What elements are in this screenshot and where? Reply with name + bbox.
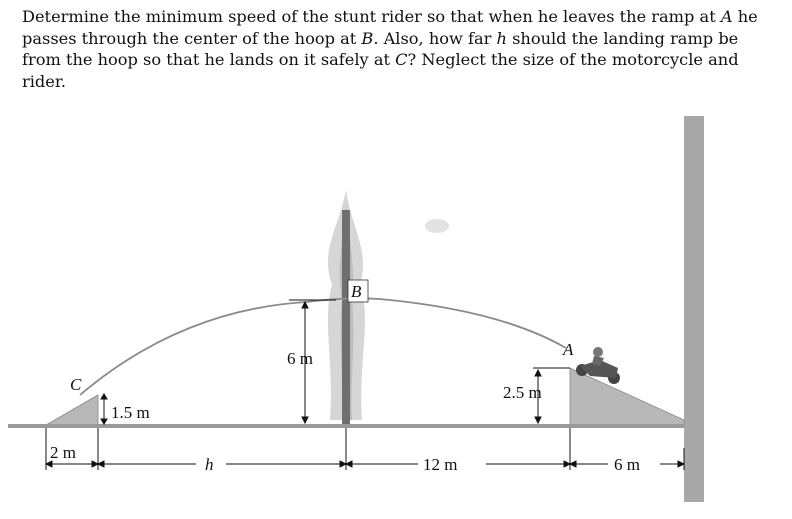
label-A: A: [563, 340, 574, 359]
smoke-puff: [425, 219, 449, 233]
problem-variable: A: [720, 7, 733, 26]
problem-text-segment: ? Neglect the size of the motorcycle and rider.: [22, 50, 739, 91]
label-2m: 2 m: [50, 443, 76, 462]
bottom-dimensions: [46, 428, 684, 470]
label-C: C: [70, 375, 82, 394]
label-1.5m: 1.5 m: [111, 403, 150, 422]
dimension-1.5m: [101, 394, 107, 424]
label-12m: 12 m: [423, 455, 458, 474]
ground: [8, 424, 684, 428]
label-h: h: [205, 455, 214, 474]
label-2.5m: 2.5 m: [503, 383, 542, 402]
takeoff-ramp: [570, 368, 684, 425]
label-6m: 6 m: [287, 349, 313, 368]
problem-text-segment: he passes through the center of the hoop at: [22, 7, 758, 48]
right-wall: [684, 116, 704, 502]
landing-ramp: [46, 395, 98, 425]
problem-text-segment: should the landing ramp be from the hoop so that he lands on it safely at: [22, 28, 739, 69]
label-6m-bottom: 6 m: [614, 455, 640, 474]
problem-text-segment: . Also, how far: [373, 28, 497, 48]
label-B: B: [351, 282, 362, 301]
problem-text-segment: Determine the minimum speed of the stunt rider so that when he leaves the ramp at: [22, 7, 721, 26]
problem-statement: [22, 6, 774, 92]
problem-variable: C: [395, 50, 408, 69]
hoop-pole: [342, 210, 350, 428]
trajectory-curve: [80, 298, 566, 395]
problem-variable: h: [496, 28, 507, 48]
problem-variable: B: [361, 28, 374, 48]
stunt-rider-figure: [0, 105, 792, 519]
